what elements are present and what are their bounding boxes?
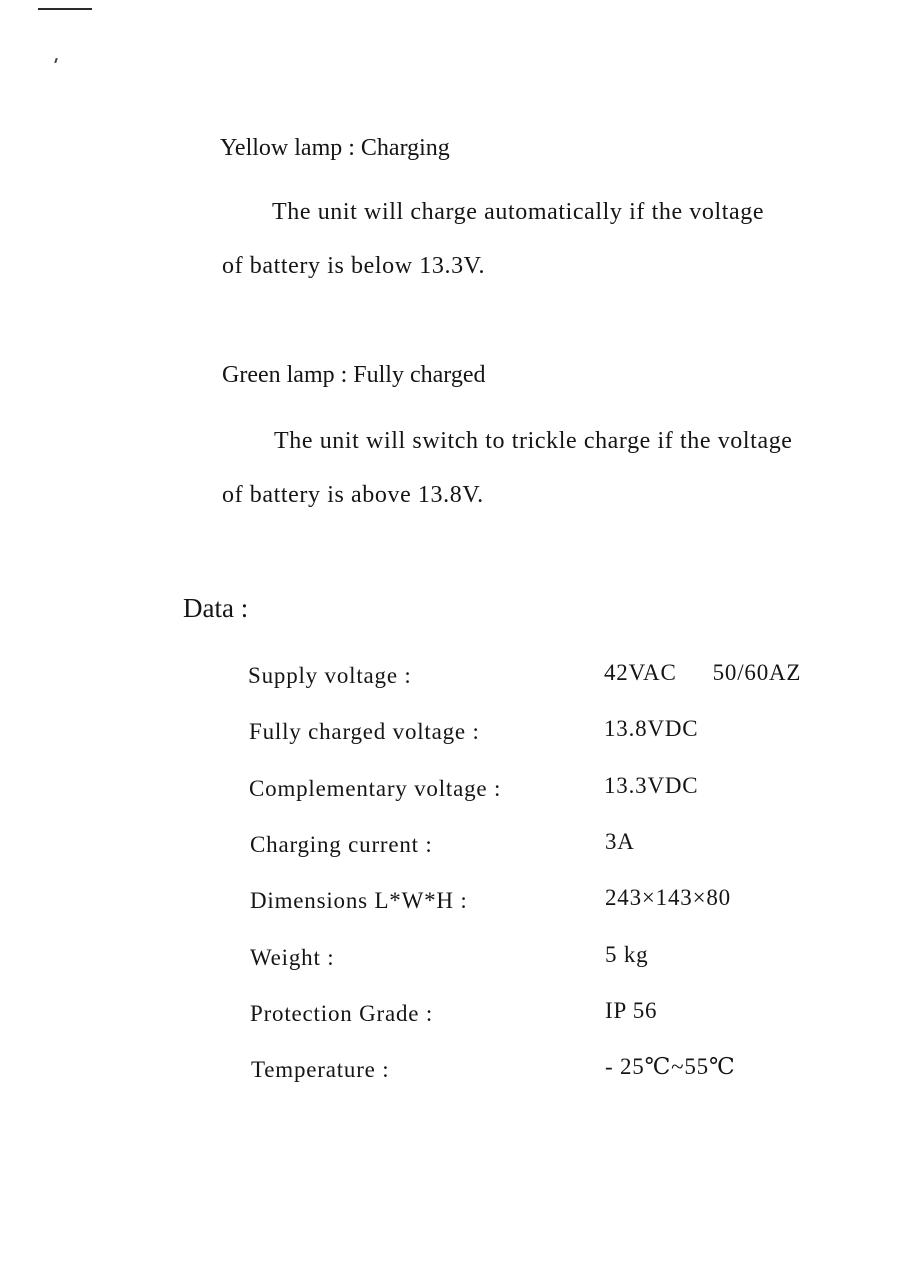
data-heading: Data : — [183, 593, 249, 623]
spec-label-protection-grade: Protection Grade : — [250, 1001, 434, 1026]
top-rule — [38, 8, 92, 10]
spec-label-temperature: Temperature : — [251, 1057, 390, 1082]
scan-speck — [54, 58, 57, 63]
spec-label-fully-charged-voltage: Fully charged voltage : — [249, 719, 480, 744]
spec-value-supply-frequency: 50/60AZ — [712, 660, 802, 685]
yellow-lamp-text-line2: of battery is below 13.3V. — [222, 253, 486, 279]
spec-value-supply-voltage — [604, 661, 801, 684]
green-lamp-heading: Green lamp : Fully charged — [222, 362, 486, 388]
spec-value-protection-grade: IP 56 — [605, 998, 658, 1023]
green-lamp-text-line2: of battery is above 13.8V. — [222, 482, 484, 508]
spec-label-supply-voltage: Supply voltage : — [248, 663, 412, 688]
spec-label-complementary-voltage: Complementary voltage : — [249, 776, 502, 801]
spec-value-supply-voltage-ac: 42VAC — [604, 660, 677, 685]
spec-label-dimensions: Dimensions L*W*H : — [250, 888, 468, 913]
green-lamp-text-line1: The unit will switch to trickle charge if the voltage — [274, 428, 793, 454]
spec-label-weight: Weight : — [250, 945, 335, 970]
yellow-lamp-heading: Yellow lamp : Charging — [220, 135, 450, 161]
spec-value-weight: 5 kg — [605, 942, 649, 967]
spec-value-complementary-voltage: 13.3VDC — [604, 773, 699, 798]
spec-label-charging-current: Charging current : — [250, 832, 433, 857]
spec-value-charging-current: 3A — [605, 829, 635, 854]
spec-value-temperature: - 25℃~55℃ — [605, 1054, 736, 1079]
yellow-lamp-text-line1: The unit will charge automatically if the voltage — [272, 199, 765, 225]
spec-value-dimensions: 243×143×80 — [605, 885, 731, 910]
spec-value-fully-charged-voltage: 13.8VDC — [604, 716, 699, 741]
